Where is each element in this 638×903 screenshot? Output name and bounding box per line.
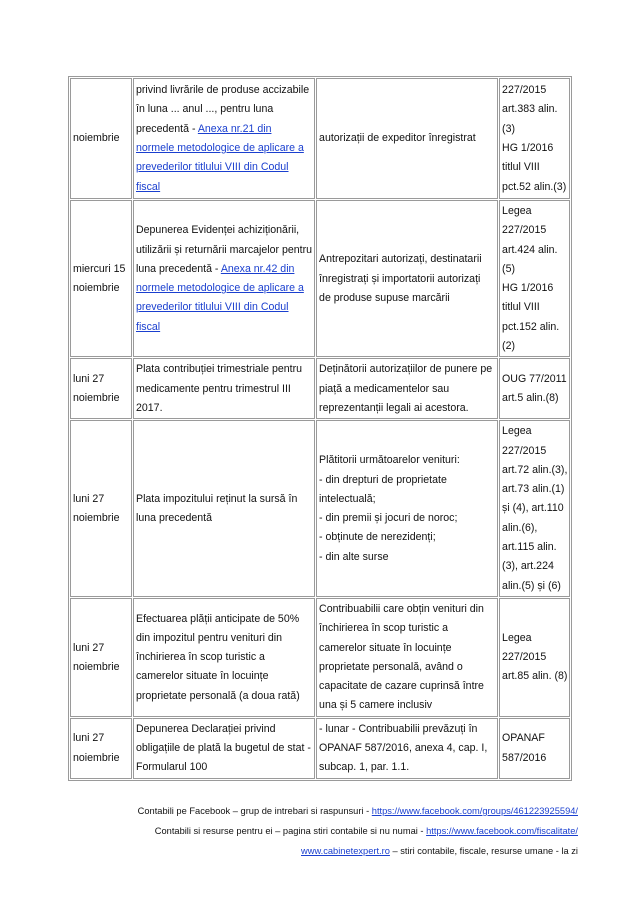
cell-description: [133, 200, 315, 357]
cell-text-line: una și 5 camere inclusiv: [319, 699, 433, 712]
cell-text-line: închirierea în scop turistic a: [136, 651, 265, 664]
cell-legal-reference: [499, 78, 570, 199]
cell-text-line: proprietate personală (a doua rată): [136, 689, 300, 702]
cell-text-line: 227/2015: [502, 84, 547, 97]
cell-line: [136, 298, 312, 317]
footer-line-website: [60, 841, 578, 861]
cell-legal-reference: [499, 598, 570, 717]
annex-link[interactable]: Anexa nr.21 din: [197, 122, 272, 135]
cell-line: [136, 178, 312, 197]
cell-text-line: art.115 alin.: [502, 541, 557, 554]
table-row: [70, 200, 570, 357]
cell-text-line: noiembrie: [73, 132, 120, 145]
cell-text-line: luna precedentă: [136, 512, 212, 525]
cell-text-line: de produse supuse marcării: [319, 291, 450, 304]
cell-text-line: Plata contribuției trimestriale pentru: [136, 363, 303, 376]
deadlines-table: [68, 76, 572, 781]
cell-date: [70, 718, 132, 779]
cell-legal-reference: [499, 200, 570, 357]
cell-line: [136, 687, 312, 706]
cell-text-line: (5): [502, 262, 515, 275]
cell-date: [70, 420, 132, 597]
cell-text-line: art.424 alin.: [502, 243, 558, 256]
cell-line: [136, 610, 312, 629]
cell-line: [136, 318, 312, 337]
cell-text-line: luni 27: [73, 732, 105, 745]
cell-date: [70, 200, 132, 357]
cell-text-line: titlul VIII: [502, 161, 540, 174]
cell-who: [316, 78, 498, 199]
cell-text-line: Efectuarea plății anticipate de 50%: [136, 612, 300, 625]
cell-line: [136, 380, 312, 399]
cell-text-line: 227/2015: [502, 224, 547, 237]
cell-date: [70, 598, 132, 717]
cell-line: [136, 241, 312, 260]
cell-text-line: camerelor situate în locuințe: [136, 670, 269, 683]
cell-text-line: obligațiile de plată la bugetul de stat -: [136, 742, 311, 755]
cell-text-line: subcap. 1, par. 1.1.: [319, 761, 410, 774]
cell-description: [133, 718, 315, 779]
cell-who: [316, 718, 498, 779]
table-row: [70, 718, 570, 779]
cell-text-line: Antrepozitari autorizați, destinatarii: [319, 253, 482, 266]
footer-line-facebook-page: [60, 821, 578, 841]
annex-link[interactable]: Anexa nr.42 din: [220, 262, 295, 275]
cell-who: [316, 420, 498, 597]
cell-text-line: Plata impozitului reținut la sursă în: [136, 492, 298, 505]
annex-link[interactable]: normele metodologice de aplicare a: [136, 142, 304, 154]
cell-line: [136, 221, 312, 240]
cell-date: [70, 358, 132, 419]
facebook-group-link[interactable]: https://www.facebook.com/groups/461223925594/: [371, 806, 578, 816]
cell-text-line: Depunerea Declarației privind: [136, 722, 276, 735]
cell-line: [136, 648, 312, 667]
cell-text-line: din impozitul pentru venituri din: [136, 631, 283, 644]
cell-text-line: (3), art.224: [502, 560, 554, 573]
cell-line: [136, 100, 312, 119]
cell-text-line: art.5 alin.(8): [502, 392, 559, 405]
annex-link[interactable]: normele metodologice de aplicare a: [136, 282, 304, 295]
cell-text-line: - din alte surse: [319, 550, 389, 563]
cell-text-line: pct.52 alin.(3): [502, 180, 567, 193]
cell-text-line: Legea: [502, 425, 532, 438]
cell-text-line: art.383 alin.: [502, 103, 558, 116]
cell-text-line: HG 1/2016: [502, 282, 554, 295]
facebook-page-link[interactable]: https://www.facebook.com/fiscalitate/: [426, 826, 578, 836]
cell-text-line: medicamente pentru trimestrul III: [136, 382, 291, 395]
cell-text-line: noiembrie: [73, 751, 120, 764]
cell-text-line: (3): [502, 122, 515, 135]
cell-legal-reference: [499, 420, 570, 597]
cell-text-line: luni 27: [73, 641, 105, 654]
cell-who: [316, 358, 498, 419]
cell-text-line: pct.152 alin.: [502, 320, 560, 333]
table-row: [70, 358, 570, 419]
cell-line: [136, 739, 312, 758]
cell-date: [70, 78, 132, 199]
cell-text-line: luni 27: [73, 492, 105, 505]
footer-facebook-page-text: Contabili si resurse pentru ei – pagina stiri contabile si nu numai -: [154, 826, 427, 836]
cell-text-line: utilizării și returnării marcajelor pentru: [136, 243, 313, 256]
cell-text-line: capacitate de cazare cuprinsă între: [319, 680, 484, 693]
cell-description: [133, 598, 315, 717]
cell-text-line: noiembrie: [73, 660, 120, 673]
cell-line: [136, 81, 312, 100]
deadlines-table-body: [70, 78, 570, 779]
cell-text-line: noiembrie: [73, 392, 120, 405]
annex-link[interactable]: prevederilor titlului VIII din Codul: [136, 161, 289, 174]
cell-text-line: intelectuală;: [319, 492, 376, 505]
cell-text-line: noiembrie: [73, 512, 120, 525]
cell-text-line: art.72 alin.(3),: [502, 463, 568, 476]
cell-text-line: titlul VIII: [502, 301, 540, 314]
cell-who: [316, 598, 498, 717]
table-row: [70, 420, 570, 597]
cell-text-line: privind livrările de produse accizabile: [136, 84, 310, 97]
cell-text-line: piață a medicamentelor sau: [319, 382, 450, 395]
cell-line: [136, 399, 312, 418]
cell-text-line: precedentă -: [136, 122, 198, 135]
cell-text-line: OPANAF 587/2016, anexa 4, cap. I,: [319, 742, 488, 755]
cell-text-line: alin.(6),: [502, 521, 538, 534]
cell-line: [136, 629, 312, 648]
cell-description: [133, 420, 315, 597]
cell-text-line: 227/2015: [502, 444, 547, 457]
cell-text-line: art.73 alin.(1): [502, 483, 565, 496]
cell-text-line: noiembrie: [73, 282, 120, 295]
cell-text-line: în luna ... anul ..., pentru luna: [136, 103, 274, 116]
cell-description: [133, 78, 315, 199]
cell-line: [136, 158, 312, 177]
cell-legal-reference: [499, 718, 570, 779]
cell-text-line: OUG 77/2011: [502, 373, 567, 386]
cell-text-line: camerelor situate în locuințe: [319, 641, 452, 654]
footer-website-text: – stiri contabile, fiscale, resurse umane - la zi: [389, 846, 578, 856]
cell-text-line: Plătitorii următoarelor venituri:: [319, 454, 460, 467]
cell-text-line: Formularul 100: [136, 761, 208, 774]
cell-line: [136, 490, 312, 509]
annex-link[interactable]: prevederilor titlului VIII din Codul: [136, 301, 289, 314]
footer-facebook-group-text: Contabili pe Facebook – grup de intrebari si raspunsuri -: [137, 806, 372, 816]
cell-text-line: - obținute de nerezidenți;: [319, 531, 436, 544]
annex-link[interactable]: fiscal: [136, 320, 161, 333]
cell-text-line: închirierea în scop turistic a: [319, 622, 448, 635]
cell-text-line: - lunar - Contribuabilii prevăzuți în: [319, 722, 478, 735]
cell-text-line: autorizații de expeditor înregistrat: [319, 132, 476, 145]
cell-line: [136, 720, 312, 739]
cell-text-line: 227/2015: [502, 651, 547, 664]
cell-text-line: Contribuabilii care obțin venituri din: [319, 602, 484, 615]
cell-line: [136, 758, 312, 777]
cell-text-line: - din premii și jocuri de noroc;: [319, 512, 458, 525]
cell-text-line: și (4), art.110: [502, 502, 564, 515]
cell-text-line: art.85 alin. (8): [502, 670, 568, 683]
website-link[interactable]: www.cabinetexpert.ro: [301, 846, 390, 856]
cell-line: [136, 509, 312, 528]
cell-text-line: luna precedentă -: [136, 262, 221, 275]
cell-text-line: proprietate personală, având o: [319, 660, 463, 673]
table-row: [70, 598, 570, 717]
footer-line-facebook-group: [60, 801, 578, 821]
cell-who: [316, 200, 498, 357]
cell-text-line: Legea: [502, 205, 532, 217]
cell-line: [136, 360, 312, 379]
cell-line: [136, 120, 312, 139]
cell-legal-reference: [499, 358, 570, 419]
cell-text-line: alin.(5) și (6): [502, 579, 561, 592]
table-row: [70, 78, 570, 199]
cell-text-line: 587/2016: [502, 751, 547, 764]
cell-text-line: Deținătorii autorizațiilor de punere pe: [319, 363, 493, 376]
cell-text-line: HG 1/2016: [502, 142, 554, 154]
cell-text-line: înregistrați și importatorii autorizați: [319, 272, 481, 285]
cell-text-line: luni 27: [73, 373, 105, 386]
cell-text-line: OPANAF: [502, 732, 545, 745]
cell-text-line: 2017.: [136, 401, 163, 414]
cell-line: [136, 260, 312, 279]
cell-line: [136, 667, 312, 686]
cell-text-line: - din drepturi de proprietate: [319, 473, 447, 486]
cell-description: [133, 358, 315, 419]
cell-text-line: (2): [502, 340, 515, 353]
cell-line: [136, 139, 312, 158]
cell-text-line: Depunerea Evidenței achiziționării,: [136, 224, 300, 237]
cell-text-line: reprezentanții legali ai acestora.: [319, 401, 469, 414]
cell-text-line: miercuri 15: [73, 262, 126, 275]
cell-text-line: Legea: [502, 631, 532, 644]
cell-line: [136, 279, 312, 298]
page-footer: [60, 801, 578, 861]
annex-link[interactable]: fiscal: [136, 180, 161, 193]
